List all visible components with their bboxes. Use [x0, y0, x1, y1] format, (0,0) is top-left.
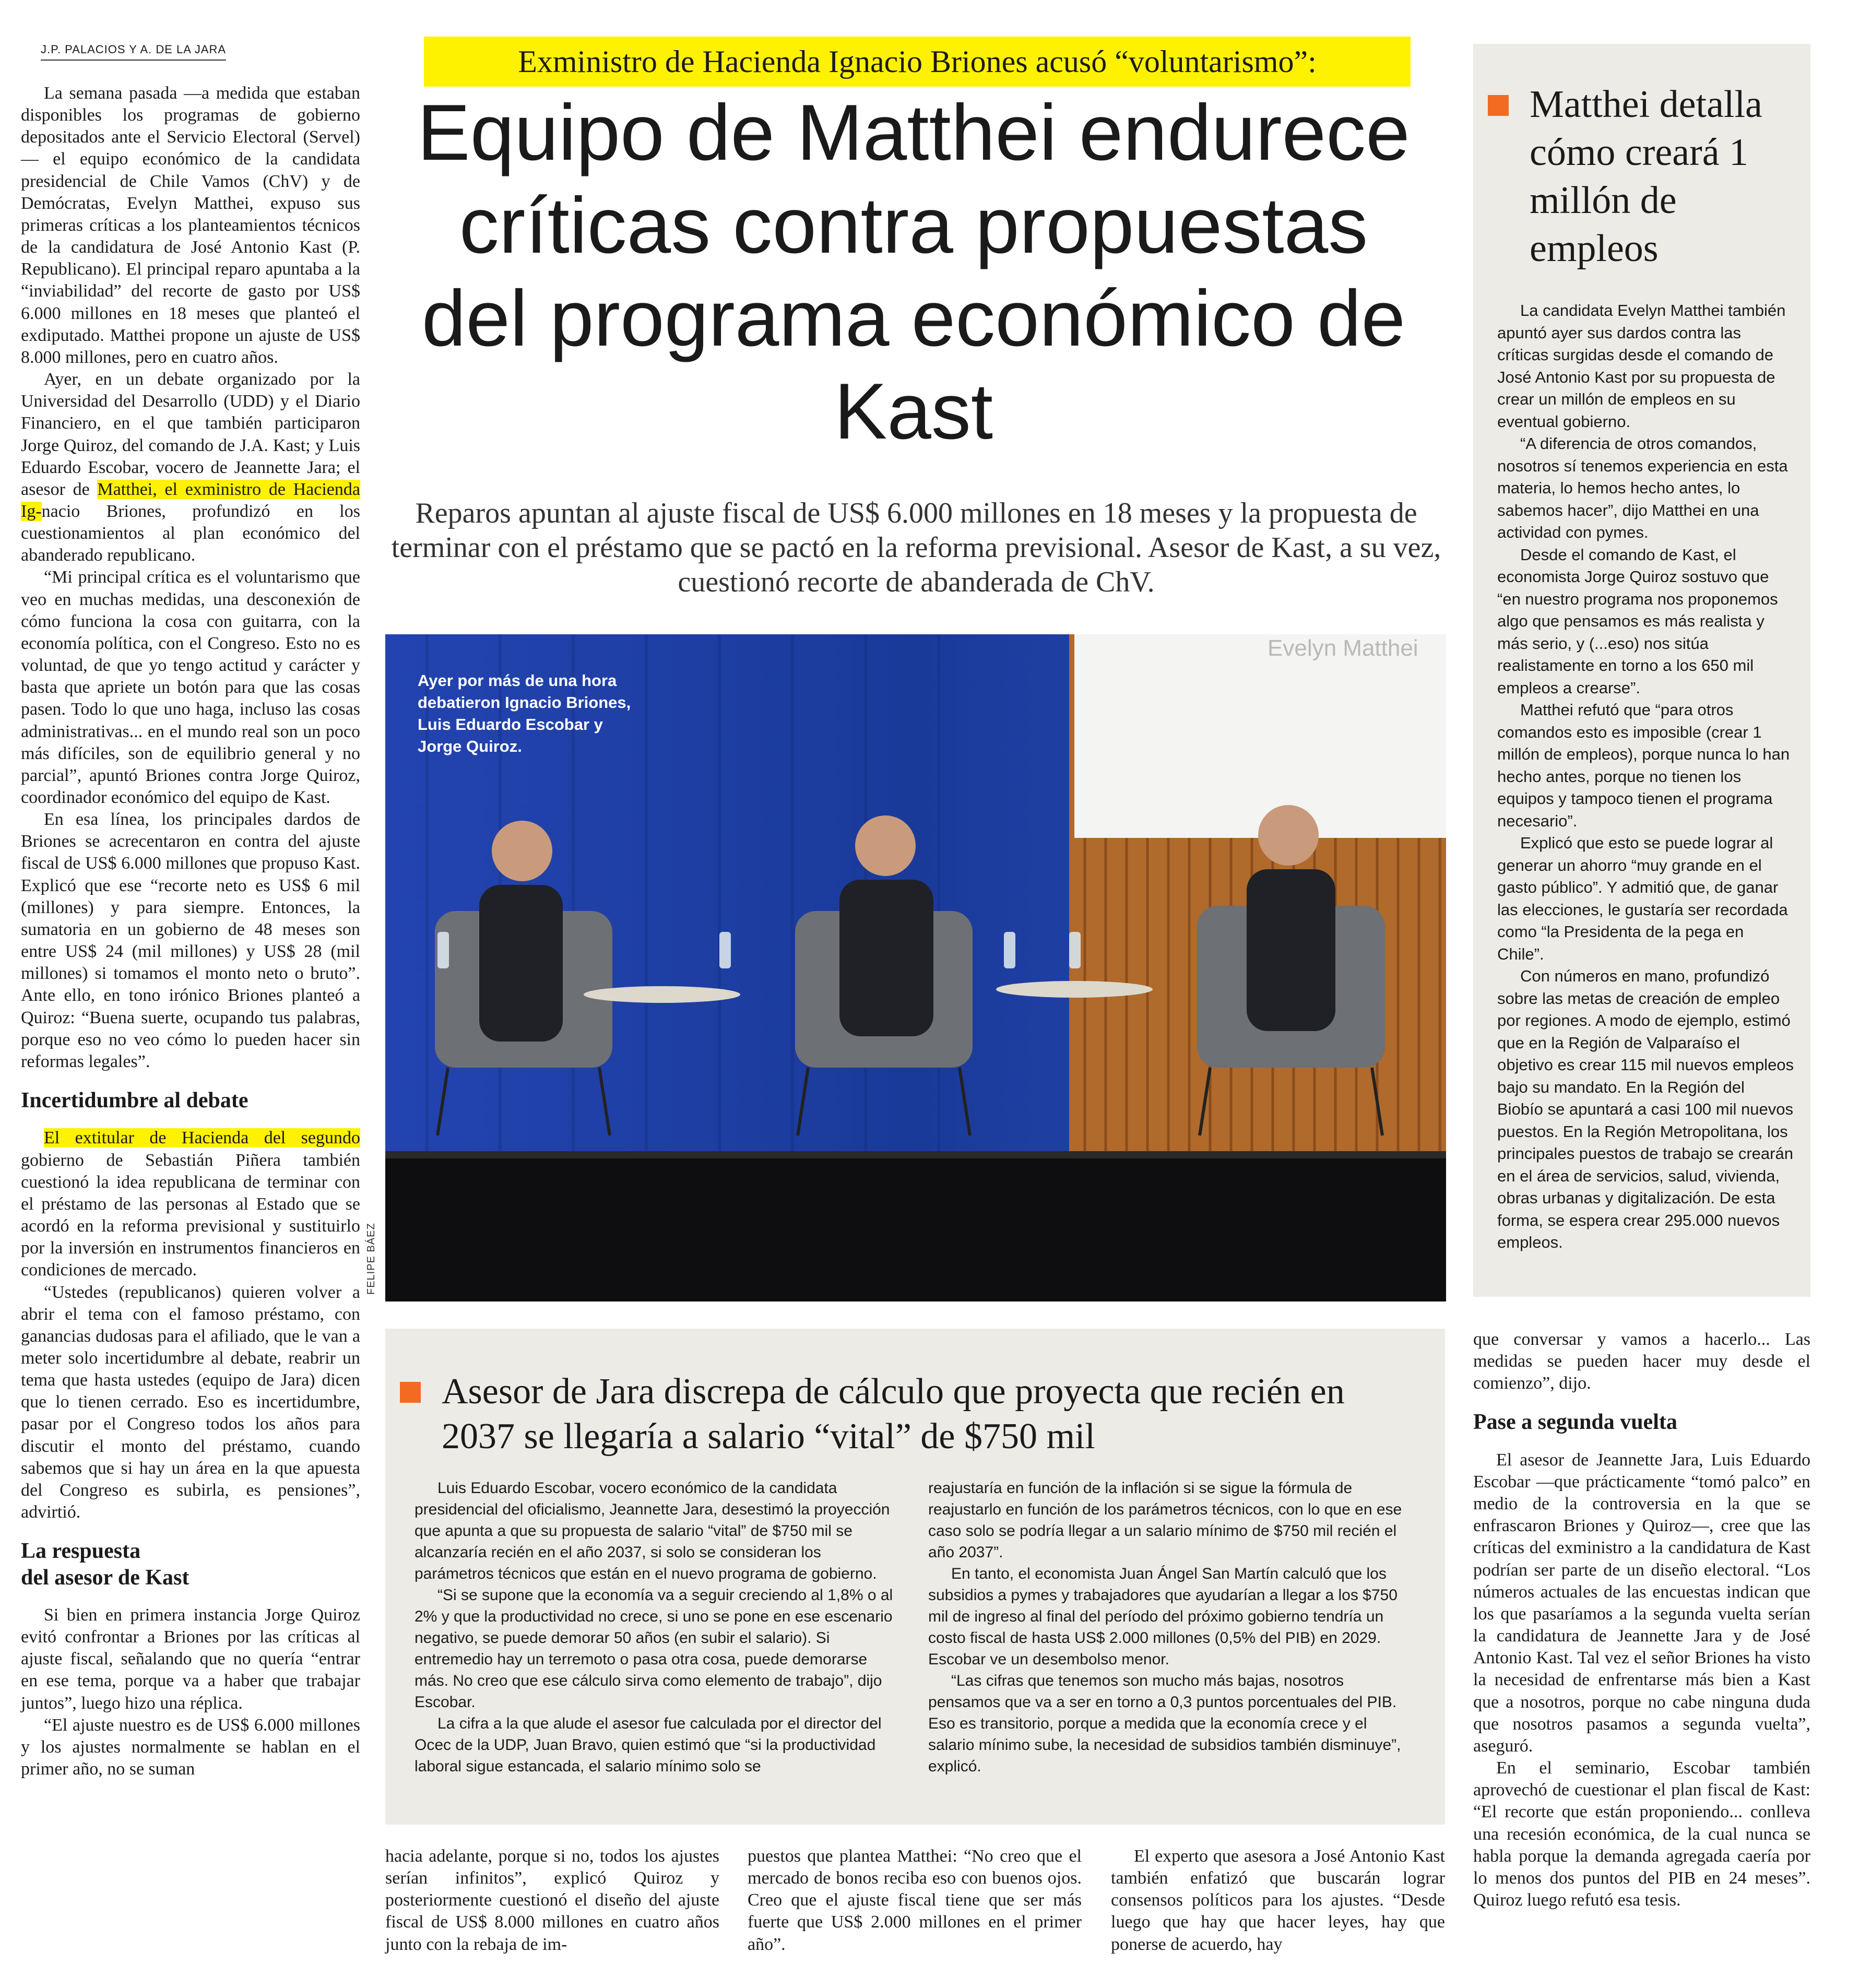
sidebar-title: Matthei detalla cómo creará 1 millón de empleos: [1488, 80, 1780, 273]
square-bullet-icon: [400, 1382, 421, 1403]
paragraph: Matthei refutó que “para otros comandos esto es imposible (crear 1 millón de empleos), porque nunca lo han hecho antes, porque no tienen los equipos y tampoco tienen el programa necesario”.: [1497, 701, 1790, 830]
jara-box: [385, 1329, 1445, 1825]
headline: Equipo de Matthei endurece críticas contra propuestas del programa económico de Kast: [417, 88, 1410, 456]
deck: Reparos apuntan al ajuste fiscal de US$ 6.000 millones en 18 meses y la propuesta de terminar con el préstamo que se pactó en la reforma previsional. Asesor de Kast, a su vez, cuestionó recorte de abanderada de ChV.: [391, 497, 1441, 598]
right-column: [1473, 1329, 1810, 1911]
paragraph: El extitular de Hacienda del segundo gobierno de Sebastián Piñera también cuestionó la idea republicana de terminar con el préstamo de las personas al Estado que se acordó en la reforma previsional y sustituirlo por la inversión en instrumentos financieros en condiciones de mercado.: [21, 1128, 360, 1280]
kicker: Exministro de Hacienda Ignacio Briones acusó “voluntarismo”:: [424, 37, 1411, 87]
left-column: [21, 82, 360, 1780]
photo-credit: FELIPE BÁEZ: [365, 1223, 377, 1295]
paragraph: El asesor de Jeannette Jara, Luis Eduardo Escobar —que prácticamente “tomó palco” en medio de la controversia en la que se enfrascaron Briones y Quiroz—, cree que las críticas del exministro a la candidatura de Kast podrían ser parte de un diseño electoral. “Los números actuales de las encuestas indican que los que pasaríamos a la segunda vuelta serían la candidatura de Jeannette Jara y de José Antonio Kast. Tal vez el señor Briones ha visto la necesidad de enfrentarse más bien a Kast que a nosotros, porque no cabe ninguna duda que nosotros pasamos a segunda vuelta”, aseguró.: [1473, 1450, 1810, 1756]
paragraph: que conversar y vamos a hacerlo... Las medidas se pueden hacer muy desde el comienzo”, dijo.: [1473, 1330, 1810, 1393]
paragraph: reajustaría en función de la inflación si se sigue la fórmula de reajustarlo en función de los parámetros técnicos, con lo que en ese caso solo se podría llegar a un salario mínimo de $750 mil recién el año 2037”.: [928, 1480, 1402, 1561]
paragraph: Con números en mano, profundizó sobre las metas de creación de empleo por regiones. A modo de ejemplo, estimó que en la Región de Valparaíso el objetivo es crear 115 mil nuevos empleos bajo su mandato. En la Región del Biobío se apuntará a casi 100 mil nuevos puestos. En la Región Metropolitana, los principales puestos de trabajo se crearán en el área de servicios, salud, vivienda, obras urbanas y digitalización. De esta forma, se espera crear 295.000 nuevos empleos.: [1497, 967, 1794, 1251]
box-column-2: [928, 1477, 1414, 1777]
bottom-column-3: El experto que asesora a José Antonio Kast también enfatizó que buscarán lograr consensos políticos para los ajustes. “Desde luego que hay que hacer leyes, hay que ponerse de acuerdo, hay: [1111, 1847, 1445, 1954]
paragraph: Luis Eduardo Escobar, vocero económico de la candidata presidencial del oficialismo, Jeannette Jara, desestimó la proyección que apunta a que su propuesta de salario “vital” de $750 mil se alcanzaría recién en el año 2037, si solo se consideran los parámetros técnicos que están en el nuevo programa de gobierno.: [415, 1480, 890, 1582]
paragraph: En esa línea, los principales dardos de Briones se acrecentaron en contra del ajuste fiscal de US$ 6.000 millones que propuso Kast. Explicó que ese “recorte neto es US$ 6 mil (millones) y para siempre. Entonces, la sumatoria en un gobierno de 48 meses son entre US$ 24 (mil millones) y US$ 28 (mil millones) si tomamos el monto neto o bruto”. Ante ello, en tono irónico Briones planteó a Quiroz: “Buena suerte, ocupando tus palabras, porque eso no veo cómo lo pueden hacer sin reformas legales”.: [21, 810, 360, 1071]
sidebar: [1473, 44, 1810, 1297]
paragraph: Desde el comando de Kast, el economista Jorge Quiroz sostuvo que “en nuestro programa nos proponemos algo que pensamos es más realista y más serio, y (...eso) nos sitúa realistamente en torno a los 650 mil empleos a crearse”.: [1497, 545, 1778, 697]
paragraph: “Mi principal crítica es el voluntarismo que veo en muchas medidas, una desconexión de cómo funciona la cosa con guitarra, con la economía política, con el Congreso. Esto no es voluntad, de que yo tengo actitud y carácter y basta que apriete un botón para que las cosas pasen. Todo lo que uno haga, incluso las cosas administrativas... en el mundo real son un poco más difíciles, son de equilibrio general y no parcial”, apuntó Briones contra Jorge Quiroz, coordinador económico del equipo de Kast.: [21, 567, 360, 807]
subheading: Incertidumbre al debate: [21, 1088, 248, 1113]
highlighted-text: Matthei, el exministro de Hacienda Ig-: [21, 479, 360, 521]
paragraph: La cifra a la que alude el asesor fue calculada por el director del Ocec de la UDP, Juan Bravo, quien estimó que “si la productividad laboral sigue estancada, el salario mínimo solo se: [415, 1715, 882, 1775]
square-bullet-icon: [1488, 95, 1509, 116]
paragraph: “Ustedes (republicanos) quieren volver a abrir el tema con el famoso préstamo, con ganancias dudosas para el afiliado, que le van a meter solo incertidumbre al debate, reabrir un tema que hasta ustedes (equipo de Jara) dicen que lo tienen cerrado. Eso es incertidumbre, pasar por el Congreso todos los años para discutir el monto del préstamo, cuando sabemos que si hay un área en la que apuesta del Congreso es subirla, es pensiones”, advirtió.: [21, 1282, 360, 1522]
paragraph: En tanto, el economista Juan Ángel San Martín calculó que los subsidios a pymes y trabajadores que ayudarían a llegar a los $750 mil de ingreso al final del período del próximo gobierno tendría un costo fiscal de hasta US$ 2.000 millones (0,5% del PIB) en 2029. Escobar ve un desembolso menor.: [928, 1565, 1398, 1668]
bottom-column-2: puestos que plantea Matthei: “No creo que el mercado de bonos reciba eso con buenos ojos. Creo que el ajuste fiscal tiene que ser más fuerte que US$ 2.000 millones en el primer año”.: [748, 1847, 1082, 1954]
box-title: Asesor de Jara discrepa de cálculo que proyecta que recién en 2037 se llegaría a salario “vital” de $750 mil: [400, 1369, 1381, 1459]
paragraph: “Las cifras que tenemos son mucho más bajas, nosotros pensamos que va a ser en torno a 0,3 puntos porcentuales del PIB. Eso es transitorio, porque a medida que la economía crece y el salario mínimo sube, la necesidad de subsidios también disminuye”, explicó.: [928, 1672, 1401, 1775]
photo-screen-text: Evelyn Matthei: [1268, 635, 1418, 661]
bottom-column-1: hacia adelante, porque si no, todos los ajustes serían infinitos”, explicó Quiroz y posteriormente cuestionó el diseño del ajuste fiscal de US$ 8.000 millones en cuatro años junto con la rebaja de im-: [385, 1847, 719, 1954]
paragraph: “A diferencia de otros comandos, nosotros sí tenemos experiencia en esta materia, lo hemos hecho antes, lo sabemos hacer”, dijo Matthei en una actividad con pymes.: [1497, 434, 1788, 541]
subheading: La respuesta del asesor de Kast: [21, 1539, 190, 1590]
highlighted-text: El extitular de Hacienda del segundo: [44, 1128, 360, 1148]
subheading: Pase a segunda vuelta: [1473, 1410, 1677, 1435]
sidebar-body: [1497, 300, 1795, 1254]
paragraph: “El ajuste nuestro es de US$ 6.000 millones y los ajustes normalmente se hablan en el primer año, no se suman: [21, 1715, 360, 1779]
paragraph: La semana pasada —a medida que estaban disponibles los programas de gobierno depositados ante el Servicio Electoral (Servel)— el equipo económico de la candidata presidencial de Chile Vamos (ChV) y de Demócratas, Evelyn Matthei, expuso sus primeras críticas a los planteamientos técnicos de la candidatura de José Antonio Kast (P. Republicano). El principal reparo apuntaba a la “inviabilidad” del recorte de gasto por US$ 6.000 millones en 18 meses que planteó el exdiputado. Matthei propone un ajuste de US$ 8.000 millones, pero en cuatro años.: [21, 84, 360, 367]
paragraph: Si bien en primera instancia Jorge Quiroz evitó confrontar a Briones por las críticas al ajuste fiscal, señalando que no quería “entrar en ese tema, porque va a haber que trabajar juntos”, luego hizo una réplica.: [21, 1605, 360, 1713]
paragraph: En el seminario, Escobar también aprovechó de cuestionar el plan fiscal de Kast: “El recorte que están proponiendo... conlleva una recesión económica, de la cual nunca se habla porque la demanda agregada caería por lo menos dos puntos del PIB en 24 meses”. Quiroz luego refutó esa tesis.: [1473, 1758, 1810, 1910]
photo-caption: Ayer por más de una hora debatieron Ignacio Briones, Luis Eduardo Escobar y Jorge Quiroz.: [418, 671, 631, 755]
byline: J.P. PALACIOS Y A. DE LA JARA: [41, 43, 226, 61]
event-photo: [385, 634, 1446, 1301]
box-column-1: [415, 1477, 900, 1777]
paragraph: “Si se supone que la economía va a seguir creciendo al 1,8% o al 2% y que la productividad no crece, si uno se pone en ese escenario negativo, se puede demorar 50 años (en subir el salario). Si entremedio hay un terremoto o pasa otra cosa, puede demorarse más. No creo que ese cálculo sirva como elemento de trabajo”, dijo Escobar.: [415, 1587, 893, 1711]
paragraph: La candidata Evelyn Matthei también apuntó ayer sus dardos contra las críticas surgidas desde el comando de José Antonio Kast por su propuesta de crear un millón de empleos en su eventual gobierno.: [1497, 301, 1786, 431]
paragraph: Ayer, en un debate organizado por la Universidad del Desarrollo (UDD) y el Diario Financiero, en el que también participaron Jorge Quiroz, del comando de J.A. Kast; y Luis Eduardo Escobar, vocero de Jeannette Jara; el asesor de Matthei, el exministro de Hacienda Ig-nacio Briones, profundizó en los cuestionamientos al plan económico del abanderado republicano.: [21, 370, 360, 565]
paragraph: Explicó que esto se puede lograr al generar un ahorro “muy grande en el gasto público”. Y admitió que, de ganar las elecciones, le gustaría ser recordada como “la Presidenta de la pega en Chile”.: [1497, 834, 1788, 963]
